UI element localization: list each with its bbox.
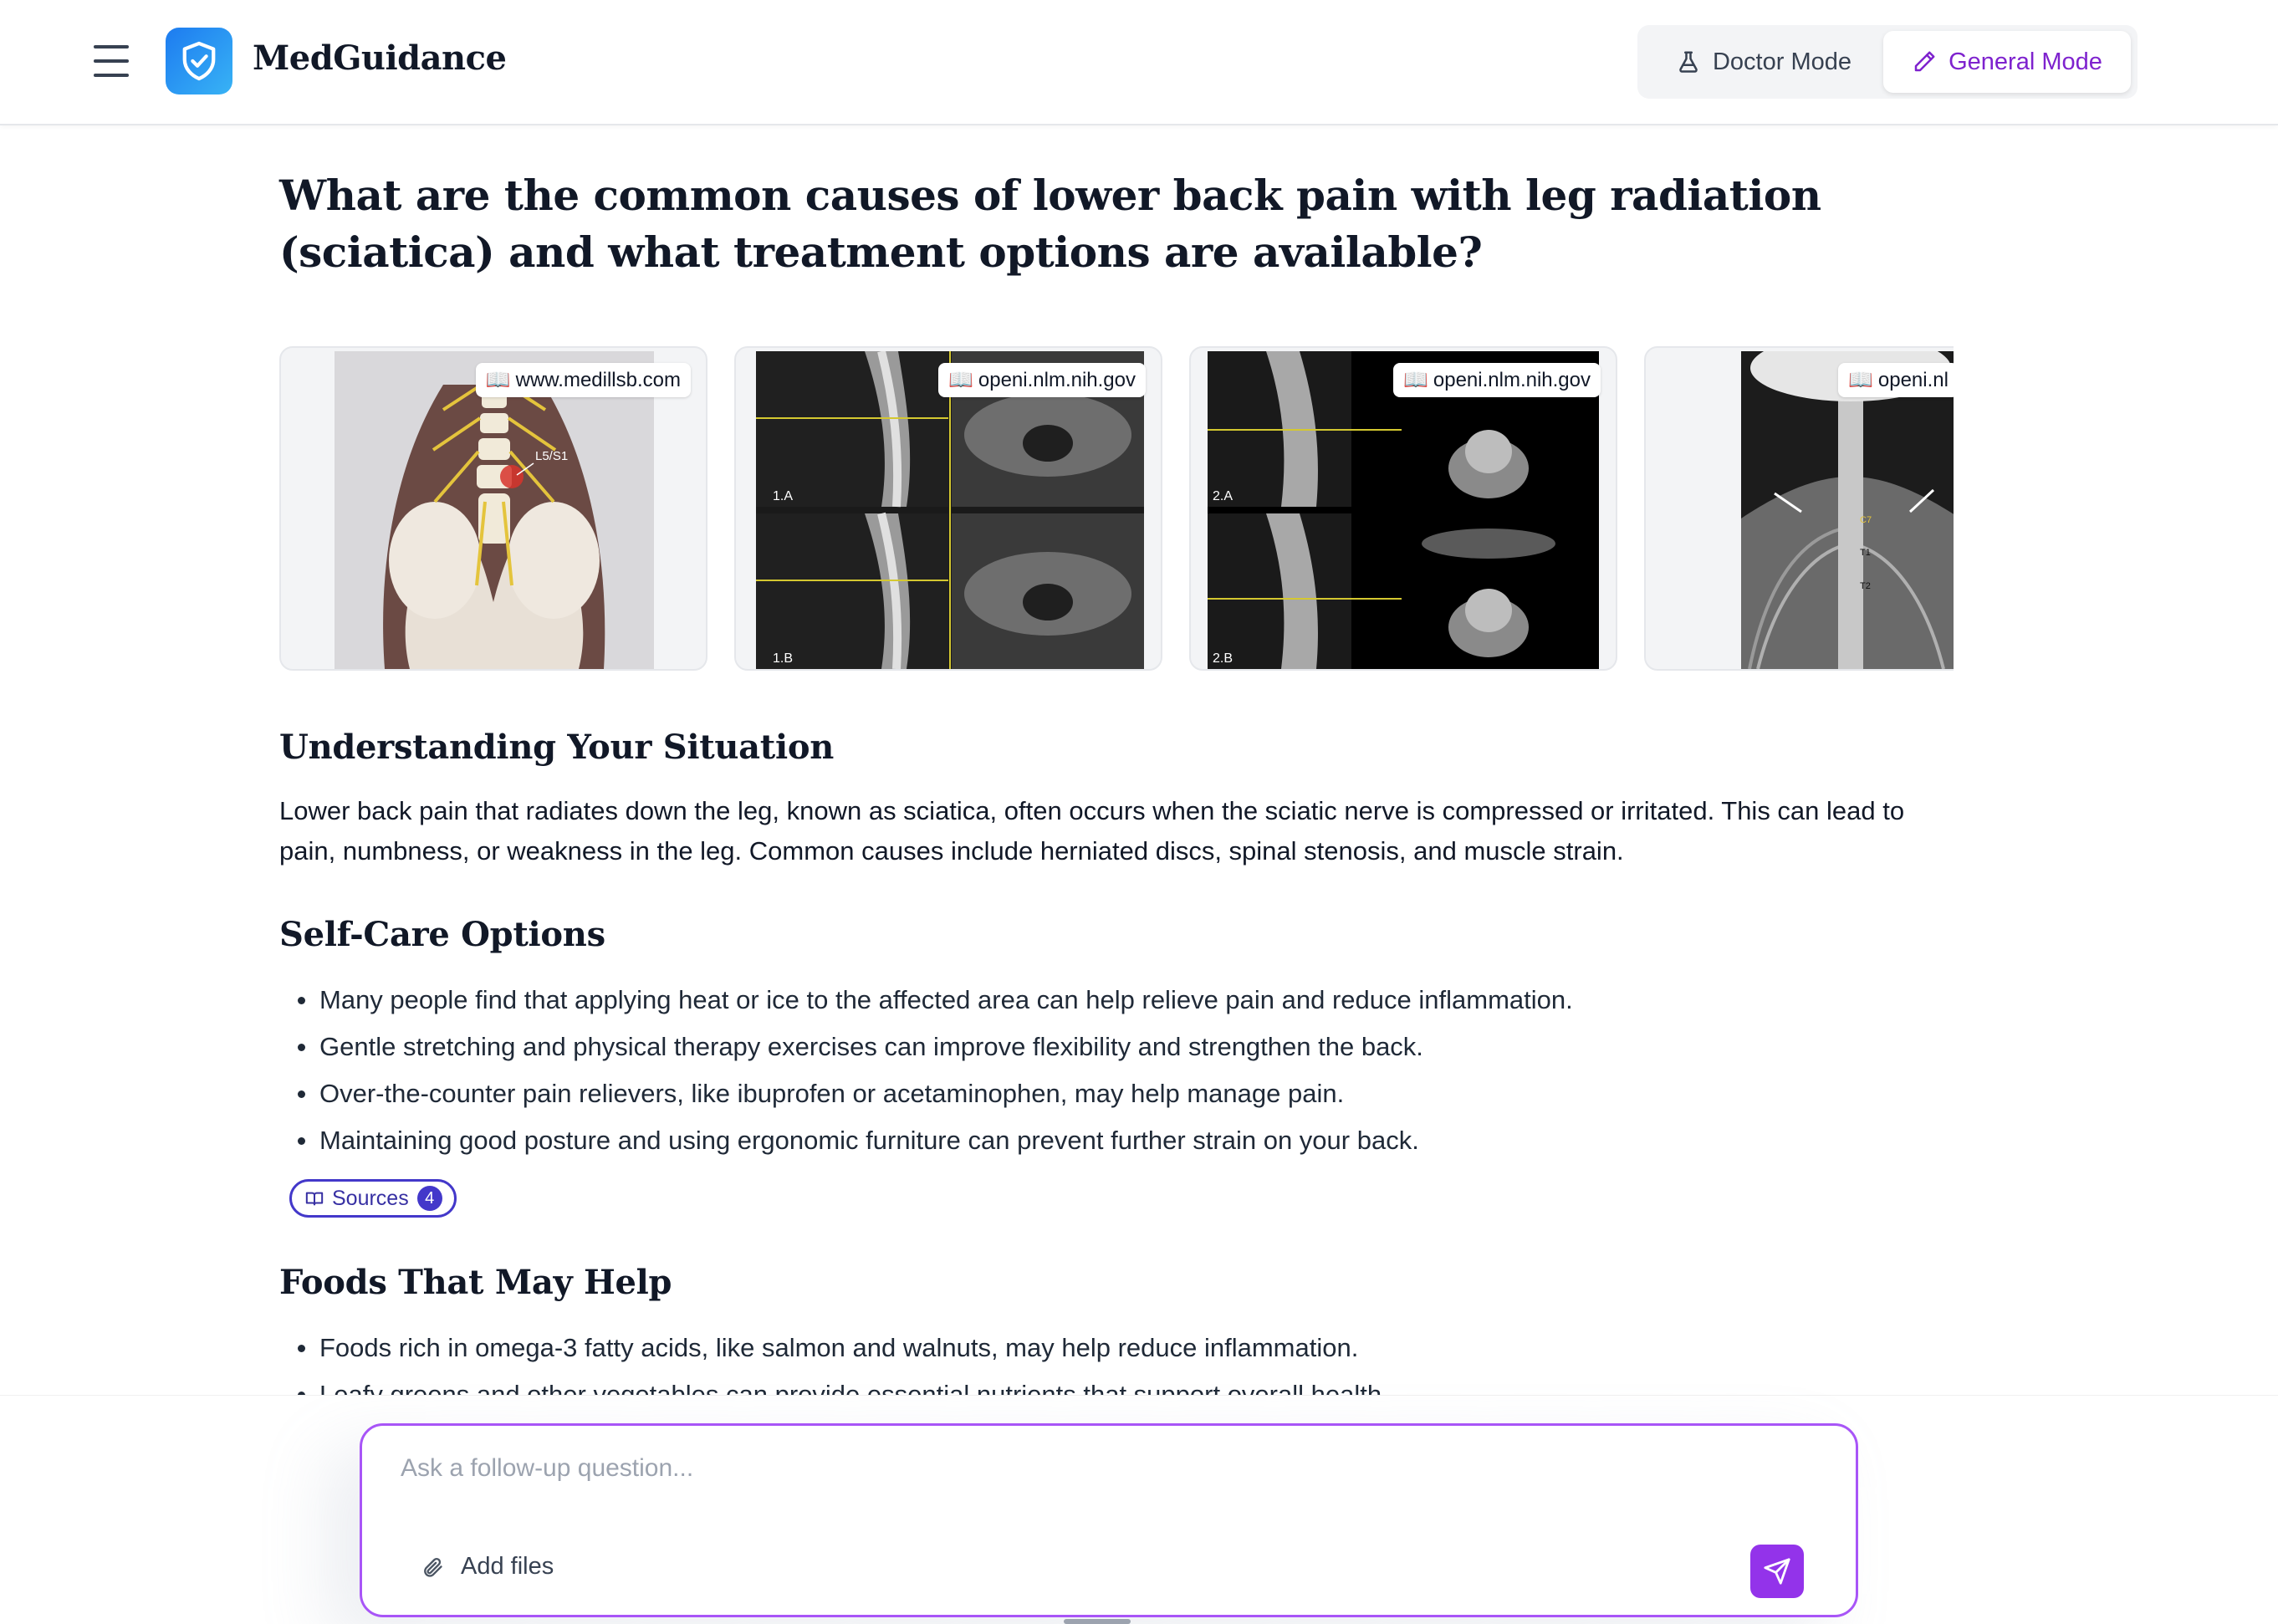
image-source-tag[interactable]: 📖 www.medillsb.com [476,363,691,397]
scroll-handle[interactable] [1064,1619,1131,1624]
image-label-c7: C7 [1860,515,1872,525]
book-icon: 📖 [485,369,511,391]
image-label-1b: 1.B [773,651,794,666]
doctor-mode-label: Doctor Mode [1712,48,1852,75]
general-mode-button[interactable] [1883,31,2131,93]
add-files-button[interactable] [421,1553,554,1581]
image-gallery[interactable] [279,346,1954,674]
chat-composer [360,1423,1858,1617]
xray-image [1741,351,1954,669]
send-button[interactable] [1750,1545,1804,1598]
sources-count-badge: 4 [417,1186,442,1211]
list-item: Gentle stretching and physical therapy exercises can improve flexibility and strengthen the back. [296,1024,1952,1070]
send-icon [1763,1557,1791,1586]
image-label-2a: 2.A [1213,489,1233,503]
image-source-tag[interactable]: 📖 openi.nlm.nih.gov [1393,363,1601,397]
follow-up-input[interactable] [401,1448,1806,1489]
book-icon: 📖 [947,369,973,391]
image-card[interactable] [1644,346,1954,671]
paperclip-icon [421,1555,444,1579]
image-source-tag[interactable]: 📖 openi.nlm.nih.gov [938,363,1146,397]
pencil-icon [1912,49,1937,74]
mri-scan-image [756,351,1144,669]
book-icon: 📖 [1402,369,1428,391]
sources-label: Sources [332,1186,409,1210]
section-title-foods: Foods That May Help [279,1263,672,1302]
general-mode-label: General Mode [1949,48,2102,75]
ct-scan-image [1208,351,1599,669]
sources-button[interactable] [289,1179,457,1218]
question-title: What are the common causes of lower back pain with leg radiation (sciatica) and what treatment options are available? [279,171,1821,277]
spine-illustration-image [335,351,654,669]
book-icon: 📖 [1848,369,1873,391]
image-label-l5s1: L5/S1 [535,449,569,463]
image-label-t1: T1 [1860,548,1871,558]
list-item: Over-the-counter pain relievers, like ibuprofen or acetaminophen, may help manage pain. [296,1070,1952,1117]
list-item: Foods rich in omega-3 fatty acids, like salmon and walnuts, may help reduce inflammation. [296,1325,1952,1371]
brand-name: MedGuidance [253,38,507,78]
menu-icon[interactable] [94,45,129,77]
image-card[interactable] [734,346,1162,671]
shield-logo-icon [166,28,232,94]
list-item: Maintaining good posture and using ergonomic furniture can prevent further strain on your back. [296,1117,1952,1164]
image-label-1a: 1.A [773,489,794,503]
list-item: Many people find that applying heat or ice to the affected area can help relieve pain and reduce inflammation. [296,977,1952,1024]
image-source-tag[interactable]: 📖 openi.nl [1838,363,1954,397]
book-open-icon [305,1189,324,1208]
app-header [0,0,2278,125]
add-files-label: Add files [461,1553,554,1580]
image-label-t2: T2 [1860,581,1871,591]
image-label-2b: 2.B [1213,651,1233,666]
understanding-paragraph: Lower back pain that radiates down the leg, known as sciatica, often occurs when the sciatic nerve is compressed or irritated. This can lead to pain, numbness, or weakness in the leg. Common causes include herniated discs, spinal stenosis, and muscle strain. [279,796,1905,866]
section-title-self-care: Self-Care Options [279,915,605,954]
doctor-mode-button[interactable] [1644,31,1883,93]
section-title-understanding: Understanding Your Situation [279,728,835,767]
image-card[interactable] [279,346,707,671]
mode-toggle [1637,25,2138,99]
image-card[interactable] [1189,346,1617,671]
self-care-list [296,977,1952,1164]
flask-icon [1676,49,1701,74]
